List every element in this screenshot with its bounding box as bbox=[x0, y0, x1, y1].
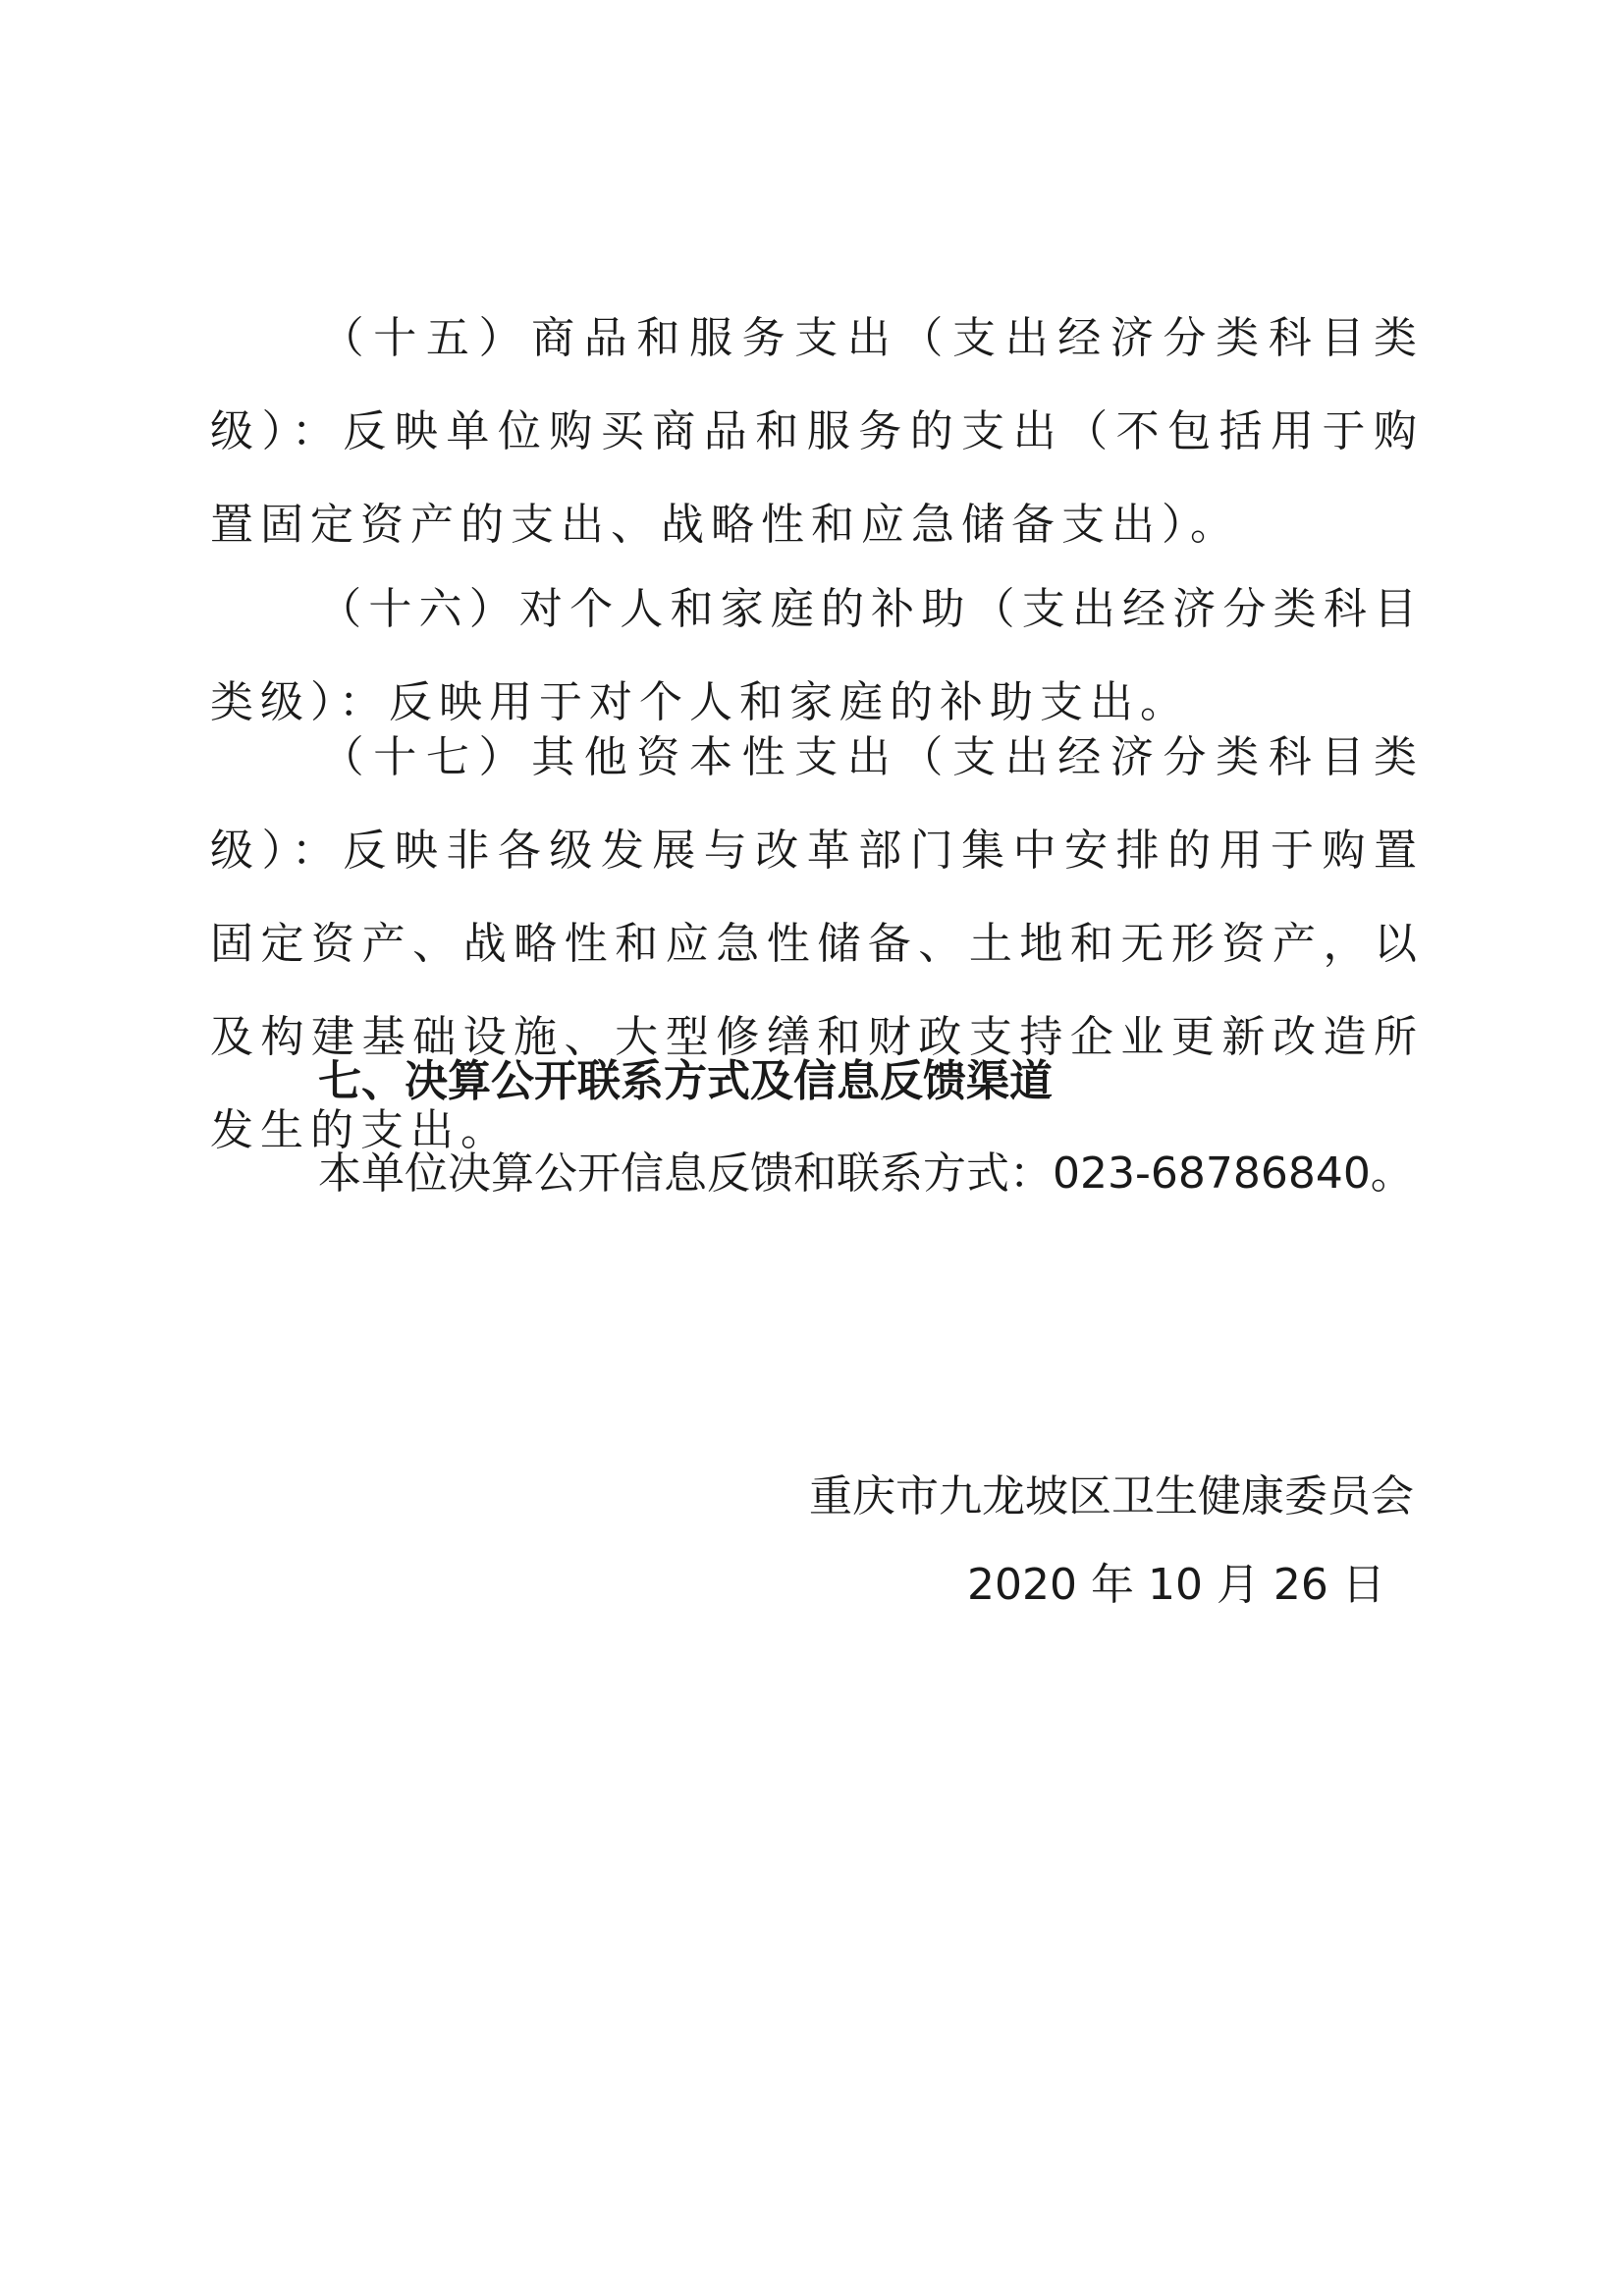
paragraph-text: （十六）对个人和家庭的补助（支出经济分类科目类级）：反映用于对个人和家庭的补助支出。 bbox=[210, 584, 1424, 727]
signature-date: 2020 年 10 月 26 日 bbox=[967, 1560, 1385, 1610]
paragraph-item-15 bbox=[210, 292, 1424, 571]
paragraph-text: （十五）商品和服务支出（支出经济分类科目类级）：反映单位购买商品和服务的支出（不包括用于购置固定资产的支出、战略性和应急储备支出）。 bbox=[210, 313, 1424, 550]
contact-info: 本单位决算公开信息反馈和联系方式：023-68786840。 bbox=[318, 1148, 1414, 1199]
section-heading: 七、决算公开联系方式及信息反馈渠道 bbox=[318, 1056, 1053, 1106]
signature-organization: 重庆市九龙坡区卫生健康委员会 bbox=[809, 1471, 1414, 1522]
paragraph-text: （十七）其他资本性支出（支出经济分类科目类级）：反映非各级发展与改革部门集中安排的用于购置固定资产、战略性和应急性储备、土地和无形资产，以及构建基础设施、大型修缮和财政支持企业更新改造所发生的支出。 bbox=[210, 732, 1424, 1155]
